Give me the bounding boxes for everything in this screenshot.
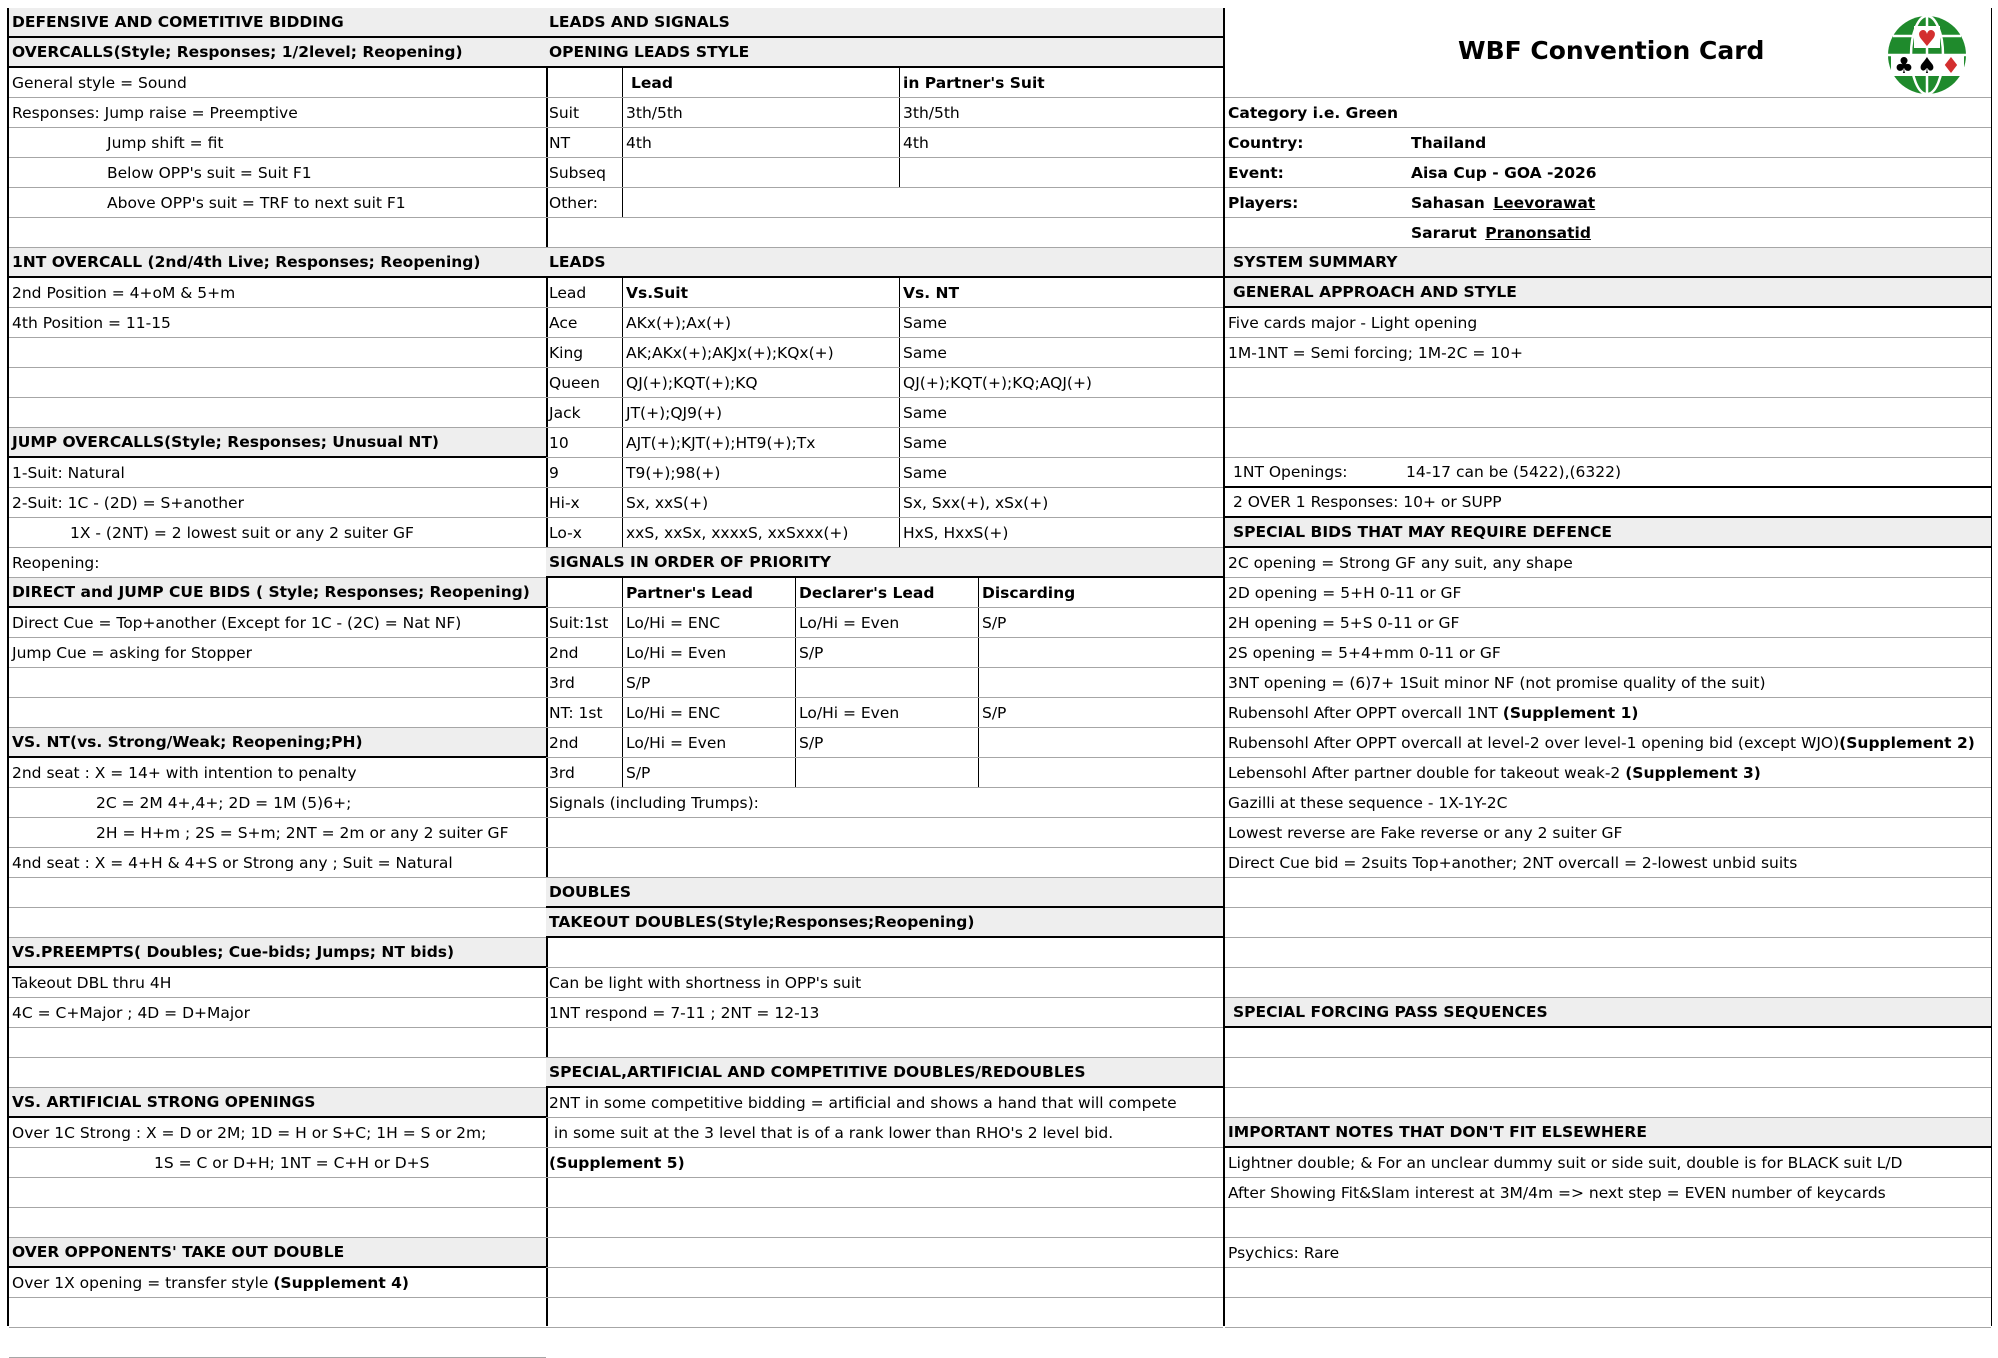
overcalls-text: Above OPP's suit = TRF to next suit F1 <box>107 193 406 212</box>
special-bid-text: Lowest reverse are Fake reverse or any 2 suiter GF <box>1228 823 1623 842</box>
general-approach-header <box>1225 278 1991 308</box>
table-cell <box>623 188 1223 217</box>
blank-row <box>9 698 546 728</box>
special-bid-text: 2H opening = 5+S 0-11 or GF <box>1228 613 1460 632</box>
table-cell: Other: <box>546 188 623 217</box>
blank-row <box>9 398 546 428</box>
takeout-text: 1NT respond = 7-11 ; 2NT = 12-13 <box>549 1003 820 1022</box>
table-cell: S/P <box>623 668 796 697</box>
forcing-pass-title: SPECIAL FORCING PASS SEQUENCES <box>1233 1003 1548 1021</box>
leads-row <box>546 398 1223 428</box>
table-cell: S/P <box>796 728 979 757</box>
player1-last-name: Leevorawat <box>1493 193 1596 212</box>
signals-title: SIGNALS IN ORDER OF PRIORITY <box>549 553 831 571</box>
special-bid-line <box>1225 788 1991 818</box>
takeout-line <box>546 968 1223 998</box>
special-bid-text: Direct Cue bid = 2suits Top+another; 2NT overcall = 2-lowest unbid suits <box>1228 853 1798 872</box>
special-bids-title: SPECIAL BIDS THAT MAY REQUIRE DEFENCE <box>1233 523 1612 541</box>
table-cell: Same <box>903 463 947 482</box>
forcing-pass-header <box>1225 998 1991 1028</box>
cue-bids-text: Jump Cue = asking for Stopper <box>12 643 252 662</box>
country-value: Thailand <box>1411 133 1487 152</box>
overcalls-line <box>9 98 546 128</box>
blank-row <box>1225 908 1991 938</box>
table-header-cell: Discarding <box>982 583 1076 602</box>
cue-bids-header <box>9 578 546 608</box>
vs-nt-text: 2C = 2M 4+,4+; 2D = 1M (5)6+; <box>96 793 352 812</box>
opening-leads-table-header <box>546 68 1223 98</box>
svg-text:♣: ♣ <box>1894 54 1914 79</box>
table-cell: AK;AKx(+);AKJx(+);KQx(+) <box>623 338 900 367</box>
leads-row <box>546 488 1223 518</box>
table-cell: AJT(+);KJT(+);HT9(+);Tx <box>623 428 900 457</box>
leads-table-header <box>546 278 1223 308</box>
vs-nt-line <box>9 848 546 878</box>
table-cell: 3rd <box>546 758 623 787</box>
special-bid-supplement: (Supplement 2) <box>1839 733 1975 752</box>
jump-overcalls-header <box>9 428 546 458</box>
blank-row <box>9 1208 546 1238</box>
system-summary-header <box>1225 248 1991 278</box>
special-bid-line <box>1225 698 1991 728</box>
opening-leads-row <box>546 98 1223 128</box>
signals-trumps-text: Signals (including Trumps): <box>549 793 759 812</box>
special-doubles-line <box>546 1088 1223 1118</box>
table-cell <box>900 158 1223 187</box>
nt-openings-row <box>1225 458 1991 488</box>
table-cell: Subseq <box>546 158 623 187</box>
nt-overcall-text: 4th Position = 11-15 <box>12 313 171 332</box>
jump-overcalls-text: 2-Suit: 1C - (2D) = S+another <box>12 493 244 512</box>
table-cell <box>796 758 979 787</box>
blank-row <box>546 1028 1223 1058</box>
blank-row <box>9 1328 546 1358</box>
cue-bids-line <box>9 608 546 638</box>
two-over-one-text: 2 OVER 1 Responses: 10+ or SUPP <box>1233 493 1502 511</box>
special-bid-text: Rubensohl After OPPT overcall at level-2 over level-1 opening bid (except WJO) <box>1228 733 1840 752</box>
vs-strong-line <box>9 1148 546 1178</box>
leads-row <box>546 338 1223 368</box>
jump-overcalls-title: JUMP OVERCALLS(Style; Responses; Unusual NT) <box>12 433 440 451</box>
jump-overcalls-line <box>9 548 546 578</box>
system-summary-column <box>1225 8 1992 1326</box>
special-bid-text: 2C opening = Strong GF any suit, any shape <box>1228 553 1573 572</box>
table-cell: 4th <box>903 133 929 152</box>
vs-strong-title: VS. ARTIFICIAL STRONG OPENINGS <box>12 1093 316 1111</box>
wbf-logo-icon <box>1887 14 1967 96</box>
table-header-cell: Vs.Suit <box>623 278 900 307</box>
event-value: Aisa Cup - GOA -2026 <box>1411 163 1597 182</box>
vs-nt-text: 2nd seat : X = 14+ with intention to penalty <box>12 763 357 782</box>
table-cell: Hi-x <box>546 488 623 517</box>
table-cell <box>796 668 979 697</box>
leads-signals-title: LEADS AND SIGNALS <box>549 13 730 31</box>
special-doubles-title: SPECIAL,ARTIFICIAL AND COMPETITIVE DOUBLES/REDOUBLES <box>549 1063 1086 1081</box>
blank-row <box>546 848 1223 878</box>
overcalls-text: General style = Sound <box>12 73 187 92</box>
player2-last-name: Pranonsatid <box>1485 223 1591 242</box>
vs-strong-header <box>9 1088 546 1118</box>
special-bid-text: Gazilli at these sequence - 1X-1Y-2C <box>1228 793 1508 812</box>
special-bid-line <box>1225 728 1991 758</box>
leads-signals-header <box>546 8 1223 38</box>
category-text: Category i.e. Green <box>1228 103 1399 122</box>
opening-leads-row <box>546 158 1223 188</box>
psychics-row <box>1225 1238 1991 1268</box>
table-cell: NT <box>546 128 623 157</box>
blank-row <box>546 1238 1223 1268</box>
leads-row <box>546 518 1223 548</box>
blank-row <box>546 1268 1223 1298</box>
signals-row <box>546 698 1223 728</box>
table-cell: Same <box>903 433 947 452</box>
over-double-text: Over 1X opening = transfer style <box>12 1273 274 1292</box>
signals-table-body <box>546 608 1223 788</box>
card-title: WBF Convention Card <box>1458 36 1765 65</box>
table-cell: Lo/Hi = Even <box>796 608 979 637</box>
blank-row <box>546 818 1223 848</box>
vs-nt-line <box>9 788 546 818</box>
table-cell: Jack <box>546 398 623 427</box>
table-header-cell: Partner's Lead <box>623 578 796 607</box>
player1-first-name: Sahasan <box>1411 193 1485 212</box>
vs-strong-text: Over 1C Strong : X = D or 2M; 1D = H or S+C; 1H = S or 2m; <box>12 1123 487 1142</box>
table-cell: 2nd <box>546 638 623 667</box>
special-bid-line <box>1225 578 1991 608</box>
special-bid-supplement: (Supplement 1) <box>1502 703 1639 722</box>
blank-row <box>9 368 546 398</box>
table-cell: Suit:1st <box>546 608 623 637</box>
over-double-header <box>9 1238 546 1268</box>
country-row <box>1225 128 1991 158</box>
table-header-cell: Vs. NT <box>903 283 960 302</box>
nt-overcall-line <box>9 278 546 308</box>
leads-row <box>546 368 1223 398</box>
table-cell: 3th/5th <box>623 98 900 127</box>
table-header-cell: in Partner's Suit <box>903 73 1045 92</box>
vs-strong-text: 1S = C or D+H; 1NT = C+H or D+S <box>154 1153 430 1172</box>
table-cell <box>979 638 1223 667</box>
note-text: Lightner double; & For an unclear dummy suit or side suit, double is for BLACK suit L/D <box>1228 1153 1903 1172</box>
leads-title: LEADS <box>549 253 606 271</box>
vs-strong-line <box>9 1118 546 1148</box>
special-bid-text: 2D opening = 5+H 0-11 or GF <box>1228 583 1462 602</box>
blank-row <box>1225 968 1991 998</box>
overcalls-line <box>9 158 546 188</box>
vs-nt-text: 2H = H+m ; 2S = S+m; 2NT = 2m or any 2 suiter GF <box>96 823 509 842</box>
overcalls-line <box>9 188 546 218</box>
category-row <box>1225 98 1991 128</box>
opening-leads-row <box>546 188 1223 218</box>
svg-text:♠: ♠ <box>1917 54 1937 79</box>
players-row-2 <box>1225 218 1991 248</box>
special-bid-supplement: (Supplement 3) <box>1625 763 1761 782</box>
blank-row <box>1225 428 1991 458</box>
general-approach-title: GENERAL APPROACH AND STYLE <box>1233 283 1517 301</box>
system-summary-title: SYSTEM SUMMARY <box>1233 253 1398 271</box>
blank-row <box>546 1298 1223 1328</box>
table-cell: Same <box>903 313 947 332</box>
psychics-text: Psychics: Rare <box>1228 1243 1340 1262</box>
table-cell: Lo/Hi = Even <box>623 728 796 757</box>
leads-row <box>546 428 1223 458</box>
leads-signals-column <box>546 8 1225 1326</box>
special-bid-line <box>1225 668 1991 698</box>
leads-row <box>546 458 1223 488</box>
two-over-one-row <box>1225 488 1991 518</box>
special-bid-line <box>1225 818 1991 848</box>
special-bids-list <box>1225 548 1991 698</box>
signals-row <box>546 608 1223 638</box>
table-cell: NT: 1st <box>546 698 623 727</box>
overcalls-line <box>9 68 546 98</box>
special-bid-text: 2S opening = 5+4+mm 0-11 or GF <box>1228 643 1501 662</box>
table-header-cell <box>546 578 623 607</box>
overcalls-text: Jump shift = fit <box>107 133 224 152</box>
special-doubles-supplement: (Supplement 5) <box>549 1153 685 1172</box>
special-bid-line <box>1225 758 1991 788</box>
special-doubles-line <box>546 1118 1223 1148</box>
opening-leads-row <box>546 128 1223 158</box>
leads-row <box>546 308 1223 338</box>
overcalls-text: Below OPP's suit = Suit F1 <box>107 163 312 182</box>
special-doubles-text: 2NT in some competitive bidding = artificial and shows a hand that will compete <box>549 1093 1177 1112</box>
blank-row <box>1225 368 1991 398</box>
nt-overcall-title: 1NT OVERCALL (2nd/4th Live; Responses; Reopening) <box>12 253 481 271</box>
overcalls-text: Responses: Jump raise = Preemptive <box>12 103 298 122</box>
table-cell: 10 <box>546 428 623 457</box>
leads-table-body <box>546 308 1223 548</box>
takeout-text: Can be light with shortness in OPP's suit <box>549 973 862 992</box>
jump-overcalls-text: Reopening: <box>12 553 100 572</box>
doubles-title: DOUBLES <box>549 883 632 901</box>
event-label: Event: <box>1228 163 1284 182</box>
table-cell: 3th/5th <box>903 103 960 122</box>
players-label: Players: <box>1228 193 1299 212</box>
table-cell: Sx, Sxx(+), xSx(+) <box>903 493 1049 512</box>
jump-overcalls-line <box>9 458 546 488</box>
blank-row <box>9 878 546 908</box>
signals-trumps-row <box>546 788 1223 818</box>
table-cell: 3rd <box>546 668 623 697</box>
over-double-supplement: (Supplement 4) <box>273 1273 410 1292</box>
nt-overcall-text: 2nd Position = 4+oM & 5+m <box>12 283 236 302</box>
special-bid-wrap <box>1225 734 1975 752</box>
opening-leads-title: OPENING LEADS STYLE <box>549 43 750 61</box>
table-cell <box>623 158 900 187</box>
nt-openings-value: 14-17 can be (5422),(6322) <box>1406 463 1622 481</box>
note-line <box>1225 1178 1991 1208</box>
cue-bids-text: Direct Cue = Top+another (Except for 1C - (2C) = Nat NF) <box>12 613 462 632</box>
jump-overcalls-line <box>9 488 546 518</box>
table-cell: Same <box>903 343 947 362</box>
signals-table-header <box>546 578 1223 608</box>
nt-overcall-line <box>9 308 546 338</box>
table-cell: QJ(+);KQT(+);KQ;AQJ(+) <box>903 373 1092 392</box>
section-title-defensive <box>9 8 546 38</box>
table-cell: Lo-x <box>546 518 623 547</box>
table-cell: Same <box>903 403 947 422</box>
general-approach-text: 1M-1NT = Semi forcing; 1M-2C = 10+ <box>1228 343 1523 362</box>
vs-nt-line <box>9 818 546 848</box>
nt-overcall-header <box>9 248 546 278</box>
table-cell: 2nd <box>546 728 623 757</box>
country-label: Country: <box>1228 133 1304 152</box>
blank-row <box>546 1208 1223 1238</box>
cue-bids-title: DIRECT and JUMP CUE BIDS ( Style; Responses; Reopening) <box>12 583 530 601</box>
vs-preempts-title: VS.PREEMPTS( Doubles; Cue-bids; Jumps; NT bids) <box>12 943 455 961</box>
table-cell: S/P <box>796 638 979 667</box>
jump-overcalls-line <box>9 518 546 548</box>
table-cell: Lo/Hi = ENC <box>623 698 796 727</box>
takeout-doubles-header <box>546 908 1223 938</box>
jump-overcalls-text: 1X - (2NT) = 2 lowest suit or any 2 suiter GF <box>70 523 414 542</box>
general-approach-line <box>1225 308 1991 338</box>
opening-leads-header <box>546 38 1223 68</box>
svg-text:♥: ♥ <box>1917 27 1937 52</box>
jump-overcalls-text: 1-Suit: Natural <box>12 463 125 482</box>
note-text: After Showing Fit&Slam interest at 3M/4m => next step = EVEN number of keycards <box>1228 1183 1886 1202</box>
table-cell: JT(+);QJ9(+) <box>623 398 900 427</box>
table-cell <box>979 668 1223 697</box>
takeout-line <box>546 998 1223 1028</box>
section-title-text: DEFENSIVE AND COMETITIVE BIDDING <box>12 13 344 31</box>
table-cell: Suit <box>546 98 623 127</box>
special-bid-wrap <box>1225 704 1638 722</box>
table-header-cell: Declarer's Lead <box>796 578 979 607</box>
player2-first-name: Sararut <box>1411 223 1477 242</box>
important-notes-header <box>1225 1118 1991 1148</box>
table-cell: T9(+);98(+) <box>623 458 900 487</box>
blank-row <box>1225 398 1991 428</box>
table-cell <box>979 728 1223 757</box>
vs-preempts-text: 4C = C+Major ; 4D = D+Major <box>12 1003 251 1022</box>
special-bid-line <box>1225 638 1991 668</box>
table-header-cell: Lead <box>546 278 623 307</box>
over-double-line <box>9 1268 546 1298</box>
vs-nt-text: 4nd seat : X = 4+H & 4+S or Strong any ; Suit = Natural <box>12 853 453 872</box>
special-bid-text: 3NT opening = (6)7+ 1Suit minor NF (not promise quality of the suit) <box>1228 673 1766 692</box>
table-cell: S/P <box>982 703 1007 722</box>
blank-row <box>9 668 546 698</box>
leads-header <box>546 248 1223 278</box>
blank-row <box>1225 1028 1991 1058</box>
over-double-text-wrap <box>9 1274 409 1292</box>
blank-row <box>9 1058 546 1088</box>
blank-row <box>1225 1058 1991 1088</box>
over-double-title: OVER OPPONENTS' TAKE OUT DOUBLE <box>12 1243 345 1261</box>
table-cell: QJ(+);KQT(+);KQ <box>623 368 900 397</box>
signals-row <box>546 668 1223 698</box>
svg-text:♦: ♦ <box>1941 54 1961 79</box>
note-line <box>1225 1148 1991 1178</box>
vs-nt-line <box>9 758 546 788</box>
signals-row <box>546 758 1223 788</box>
table-cell: xxS, xxSx, xxxxS, xxSxxx(+) <box>623 518 900 547</box>
blank-row <box>9 908 546 938</box>
table-cell <box>979 758 1223 787</box>
special-bid-wrap <box>1225 764 1761 782</box>
blank-row <box>9 218 546 248</box>
table-cell: Queen <box>546 368 623 397</box>
card-title-area <box>1225 8 1991 98</box>
table-cell: HxS, HxxS(+) <box>903 523 1009 542</box>
table-cell: Lo/Hi = Even <box>796 698 979 727</box>
blank-row <box>1225 1298 1991 1328</box>
special-bid-line <box>1225 848 1991 878</box>
blank-row <box>9 1028 546 1058</box>
blank-row <box>546 1178 1223 1208</box>
table-cell: King <box>546 338 623 367</box>
vs-preempts-header <box>9 938 546 968</box>
table-cell: Lo/Hi = Even <box>623 638 796 667</box>
vs-nt-header <box>9 728 546 758</box>
takeout-doubles-title: TAKEOUT DOUBLES(Style;Responses;Reopening) <box>549 913 975 931</box>
important-notes-title: IMPORTANT NOTES THAT DON'T FIT ELSEWHERE <box>1228 1123 1647 1141</box>
table-cell: 9 <box>546 458 623 487</box>
table-header-cell <box>546 68 623 97</box>
vs-nt-title: VS. NT(vs. Strong/Weak; Reopening;PH) <box>12 733 363 751</box>
table-cell: AKx(+);Ax(+) <box>623 308 900 337</box>
blank-row <box>546 218 1223 248</box>
table-cell: Ace <box>546 308 623 337</box>
blank-row <box>1225 878 1991 908</box>
doubles-header <box>546 878 1223 908</box>
defensive-bidding-column <box>7 8 548 1326</box>
blank-row <box>1225 1088 1991 1118</box>
special-doubles-line <box>546 1148 1223 1178</box>
blank-row <box>546 938 1223 968</box>
general-approach-text: Five cards major - Light opening <box>1228 313 1478 332</box>
blank-row <box>9 338 546 368</box>
special-bid-text: Rubensohl After OPPT overcall 1NT <box>1228 703 1503 722</box>
overcalls-title: OVERCALLS(Style; Responses; 1/2level; Reopening) <box>12 43 463 61</box>
nt-openings-label: 1NT Openings: <box>1233 463 1348 481</box>
overcalls-header <box>9 38 546 68</box>
signals-row <box>546 638 1223 668</box>
vs-preempts-text: Takeout DBL thru 4H <box>12 973 172 992</box>
blank-row <box>1225 1208 1991 1238</box>
overcalls-line <box>9 128 546 158</box>
cue-bids-line <box>9 638 546 668</box>
blank-row <box>9 1298 546 1328</box>
special-bid-line <box>1225 608 1991 638</box>
table-cell: S/P <box>623 758 796 787</box>
vs-preempts-line <box>9 998 546 1028</box>
blank-row <box>9 1178 546 1208</box>
table-header-cell: Lead <box>623 68 900 97</box>
special-doubles-header <box>546 1058 1223 1088</box>
table-cell: 4th <box>623 128 900 157</box>
table-cell: Lo/Hi = ENC <box>623 608 796 637</box>
special-bid-line <box>1225 548 1991 578</box>
special-bid-text: Lebensohl After partner double for takeout weak-2 <box>1228 763 1626 782</box>
special-bids-header <box>1225 518 1991 548</box>
signals-header <box>546 548 1223 578</box>
signals-row <box>546 728 1223 758</box>
blank-row <box>1225 938 1991 968</box>
vs-preempts-line <box>9 968 546 998</box>
blank-row <box>1225 1268 1991 1298</box>
special-doubles-text: in some suit at the 3 level that is of a rank lower than RHO's 2 level bid. <box>549 1123 1114 1142</box>
players-row <box>1225 188 1991 218</box>
table-cell: S/P <box>982 613 1007 632</box>
table-cell: Sx, xxS(+) <box>623 488 900 517</box>
general-approach-line <box>1225 338 1991 368</box>
event-row <box>1225 158 1991 188</box>
